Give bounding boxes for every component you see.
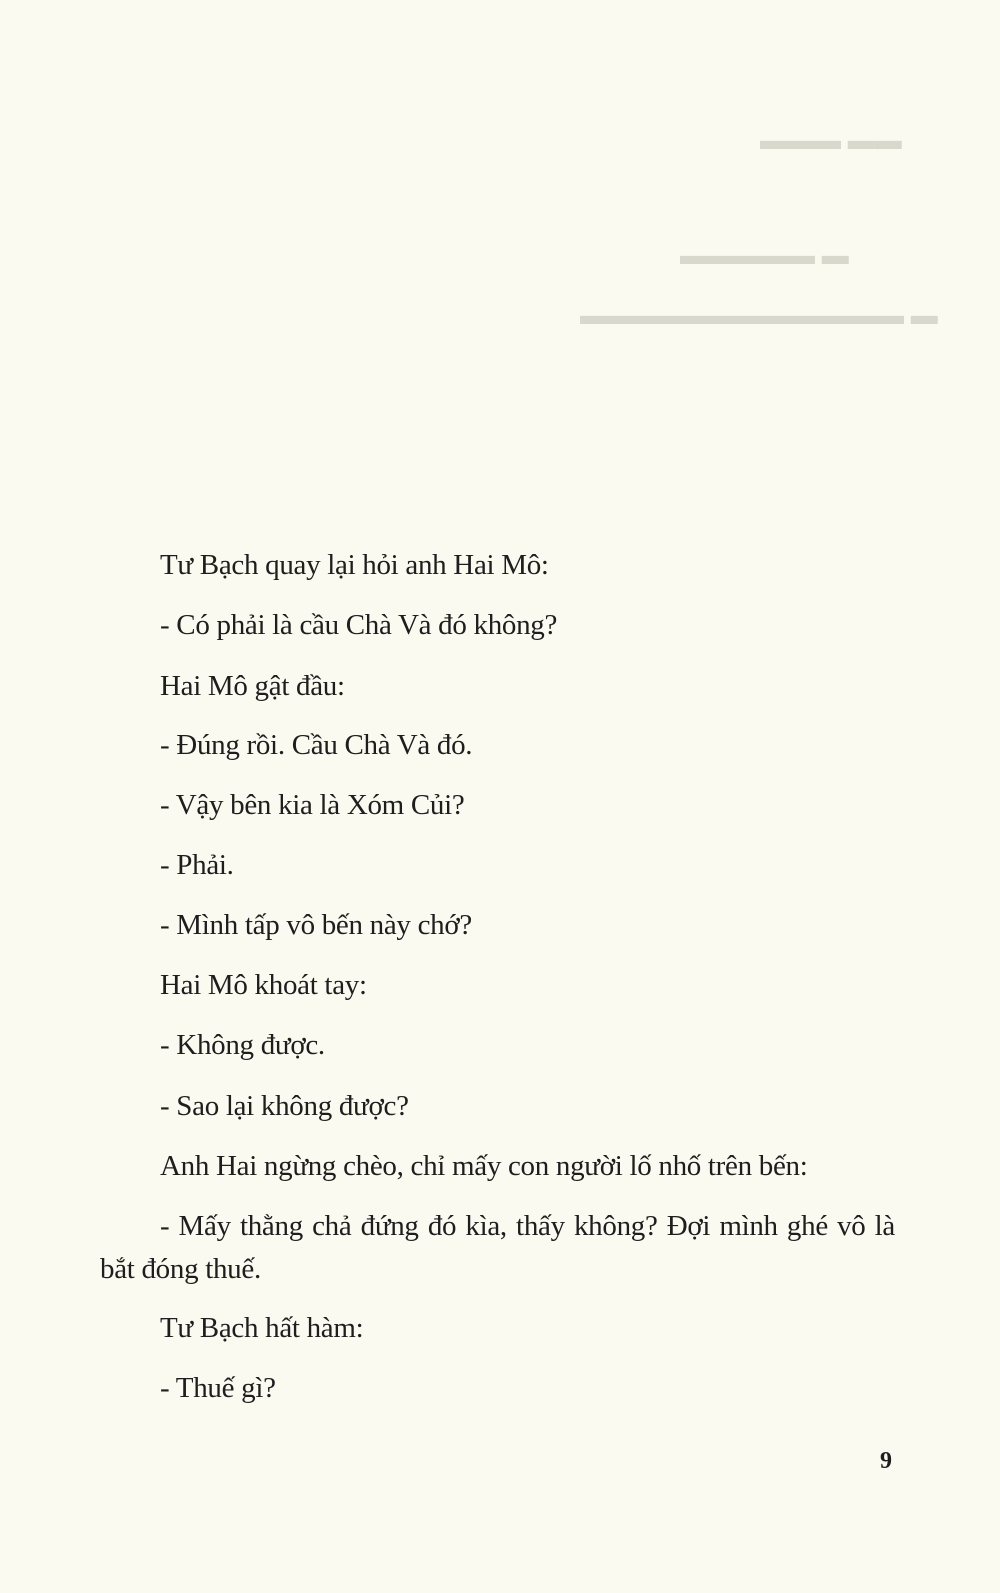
bleed-through-text: ▬▬▬▬▬▬▬▬▬▬▬▬ ▬	[580, 300, 938, 330]
bleed-through-text: ▬▬▬ ▬▬	[760, 125, 902, 155]
dialogue-line: - Phải.	[160, 849, 234, 881]
dialogue-line: - Sao lại không được?	[160, 1090, 409, 1122]
bleed-through-text: ▬▬▬▬▬ ▬	[680, 240, 849, 270]
dialogue-line: - Không được.	[160, 1029, 325, 1061]
page-number: 9	[880, 1448, 892, 1474]
dialogue-line: - Mấy thằng chả đứng đó kìa, thấy không? Đợi mình ghé vô là bắt đóng thuế.	[100, 1210, 895, 1285]
dialogue-line: - Vậy bên kia là Xóm Củi?	[160, 789, 465, 821]
dialogue-line: - Thuế gì?	[160, 1372, 276, 1404]
paragraph: Anh Hai ngừng chèo, chỉ mấy con người lố nhố trên bến:	[160, 1150, 808, 1182]
dialogue-line: - Mình tấp vô bến này chớ?	[160, 909, 472, 941]
dialogue-line: - Có phải là cầu Chà Và đó không?	[160, 609, 558, 641]
paragraph: Hai Mô khoát tay:	[160, 969, 367, 1001]
paragraph: Tư Bạch hất hàm:	[160, 1312, 364, 1344]
paragraph: Tư Bạch quay lại hỏi anh Hai Mô:	[160, 549, 549, 581]
dialogue-line: - Đúng rồi. Cầu Chà Và đó.	[160, 729, 473, 761]
paragraph: Hai Mô gật đầu:	[160, 670, 345, 702]
